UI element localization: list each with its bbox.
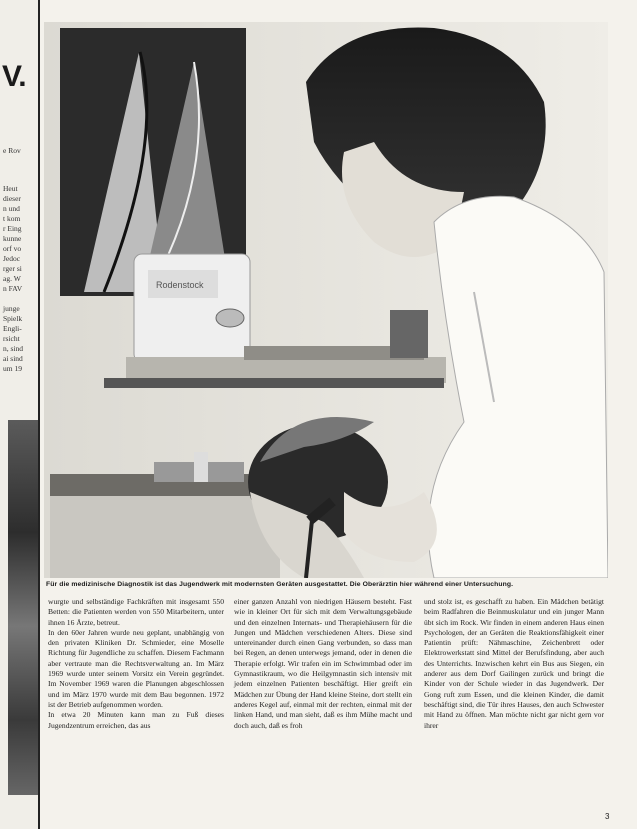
left-page-text-fragment: n FAV: [3, 284, 23, 293]
column-2-paragraph-1: einer ganzen Anzahl von niedrigen Häusern besteht. Fast wie in kleiner Ort für sich mit dem Verwaltungsgebäude und den einzelnen Internats- und Therapiehäusern für die Jungen und Mädchen verschiedenen Alters. Diese sind untereinander durch einen Gang verbunden, so dass man bei Regen, an denen unterwegs jemand, oder in denen die Therapie erfolgt. Wir trafen ein im Schwimmbad oder im Gymnastikraum, wo die Heilgymnastin sich intensiv mit jedem einzelnen Patienten beschäftigt. Hier greift ein Mädchen zur Übung der Hand kleine Steine, dort stellt ein anderes Kegel auf, einmal mit der rechten, einmal mit der linken Hand, und man sieht, daß es ihm Mühe macht und doch auch, daß es froh: [234, 597, 412, 730]
left-page-text-fragment: Spielk: [3, 314, 23, 323]
main-photo: [44, 22, 608, 578]
page-number: 3: [605, 812, 610, 821]
column-3-paragraph-1: und stolz ist, es geschafft zu haben. Ein Mädchen betätigt beim Radfahren die Beinmuskulatur und ein junger Mann übt sich im Rock. Wir finden in einem anderen Haus einen Psychologen, der an Geräten die Reaktionsfähigkeit einer Patientin prüft: Nähmaschine, Zeichenbrett oder Elektrowerkstatt sind Mittel der Berufsfindung, aber auch des Unterrichts. Inzwischen kehrt ein Bus aus Siegen, ein anderer aus dem Dorf Gailingen zurück und bringt die Kinder von der Schule wieder in das Jugendwerk. Der Gong ruft zum Essen, und die kleinen Kinder, die damit beschäftigt sind, die Tür ihres Hauses, den auch Schwester mit Hand zu öffnen. Man möchte nicht gar nicht gern vor ihrer: [424, 597, 604, 730]
text-column-1: [48, 597, 224, 731]
device-label: Rodenstock: [156, 280, 204, 290]
left-heading-fragment: V.: [2, 60, 26, 93]
photo-caption: Für die medizinische Diagnostik ist das Jugendwerk mit modernsten Geräten ausgestattet. Die Oberärztin hier während einer Untersuchung.: [46, 581, 514, 588]
left-page-text-fragment: n und: [3, 204, 20, 213]
left-page-text-fragment: ag. W: [3, 274, 21, 283]
column-1-paragraph-1: wurgte und selbständige Fachkräften mit insgesamt 550 Betten: die Patienten werden von 550 Mitarbeitern, unter ihnen 16 Ärzte, betreut.: [48, 597, 224, 627]
column-1-paragraph-2: In den 60er Jahren wurde neu geplant, unabhängig von den privaten Kliniken Dr. Schmieder, eine Moselle Richtung für Jugendliche zu schaffen. Diesem Fachmann aber vertraute man die Rechtsverwaltung an. Im März 1969 wurde unter seinem Vorsitz ein Verein gegründet. Im November 1969 waren die Planungen abgeschlossen und im März 1970 wurde mit dem Bau begonnen. 1972 ist der Betrieb aufgenommen worden.: [48, 627, 224, 709]
photo-illustration: [44, 22, 608, 578]
left-page-text-fragment: orf vo: [3, 244, 22, 253]
left-page-text-fragment: um 19: [3, 364, 22, 373]
left-page-photo: [8, 420, 38, 795]
left-page-text-fragment: ai sind: [3, 354, 23, 363]
left-page-text-fragment: Jedoc: [3, 254, 21, 263]
column-1-paragraph-3: In etwa 20 Minuten kann man zu Fuß dieses Jugendzentrum erreichen, das aus: [48, 710, 224, 730]
left-page-text-fragment: t kom: [3, 214, 21, 223]
left-page-text-fragment: r Eing: [3, 224, 22, 233]
left-page-text-fragment: n, sind: [3, 344, 24, 353]
text-column-2: [234, 597, 412, 731]
left-page-text-fragment: e Rov: [3, 146, 21, 155]
left-page-text-fragment: dieser: [3, 194, 21, 203]
left-page-text-fragment: junge: [3, 304, 20, 313]
left-page-text-fragment: rger si: [3, 264, 22, 273]
text-column-3: [424, 597, 604, 731]
left-page-text-fragment: Engli-: [3, 324, 22, 333]
left-page-text-fragment: Heut: [3, 184, 18, 193]
left-page-text-fragment: kunne: [3, 234, 22, 243]
left-page-text-fragment: rsicht: [3, 334, 20, 343]
left-page-strip: [0, 0, 40, 829]
